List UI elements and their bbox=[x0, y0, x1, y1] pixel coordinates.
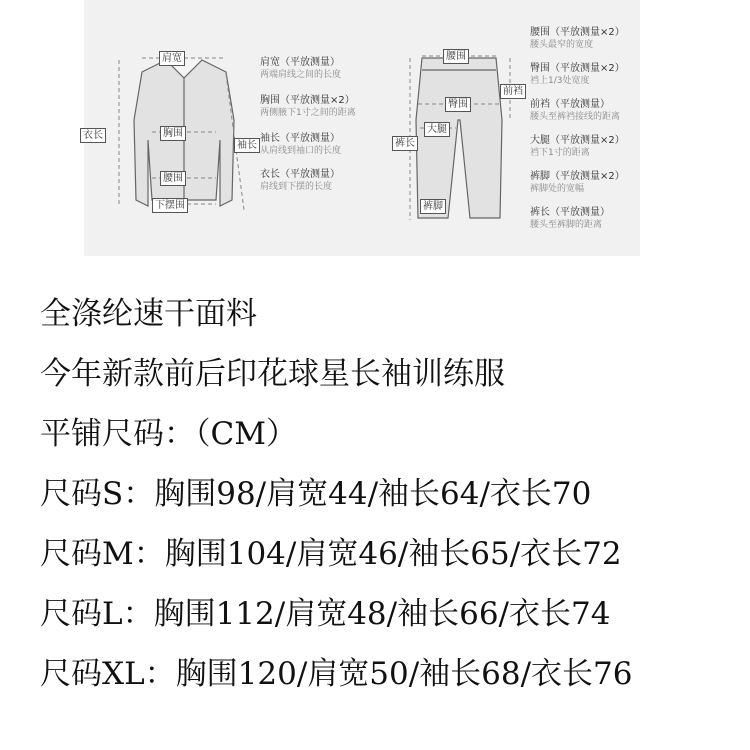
note-subtitle: 腰头至裤裆接线的距离 bbox=[530, 112, 621, 122]
shoulder-width-tag: 肩宽 bbox=[159, 51, 185, 66]
size-l-line: 尺码L：胸围112/肩宽48/袖长66/衣长74 bbox=[40, 596, 611, 632]
pants-length-tag: 裤长 bbox=[392, 136, 418, 151]
note-subtitle: 裆上1/3处宽度 bbox=[530, 76, 590, 86]
pants-front-rise-tag: 前裆 bbox=[500, 84, 526, 99]
size-xl-line: 尺码XL：胸围120/肩宽50/袖长68/衣长76 bbox=[40, 656, 633, 692]
pants-leg-opening-tag: 裤脚 bbox=[420, 199, 446, 214]
note-title: 大腿（平放测量×2） bbox=[530, 135, 625, 146]
fabric-line: 全涤纶速干面料 bbox=[40, 296, 257, 332]
note-subtitle: 从肩线到袖口的长度 bbox=[260, 146, 342, 156]
shirt-note-length bbox=[260, 168, 340, 194]
shirt-note-shoulder bbox=[260, 56, 341, 82]
pants-outline bbox=[416, 58, 502, 218]
note-subtitle: 腰头至裤脚的距离 bbox=[530, 220, 603, 230]
product-title-line: 今年新款前后印花球星长袖训练服 bbox=[40, 356, 505, 392]
body-length-tag: 衣长 bbox=[80, 128, 106, 143]
note-subtitle: 裤脚处的宽幅 bbox=[530, 184, 585, 194]
chest-tag: 胸围 bbox=[160, 126, 186, 141]
waist-tag: 腰围 bbox=[160, 171, 186, 186]
pants-note-waist bbox=[530, 26, 625, 52]
size-m-line: 尺码M：胸围104/肩宽46/袖长65/衣长72 bbox=[40, 536, 622, 572]
sleeve-length-tag: 袖长 bbox=[234, 138, 260, 153]
note-title: 腰围（平放测量×2） bbox=[530, 27, 625, 38]
pants-note-length bbox=[530, 206, 610, 232]
shirt-note-chest bbox=[260, 94, 356, 120]
note-subtitle: 腰头最窄的宽度 bbox=[530, 40, 594, 50]
note-title: 肩宽（平放测量） bbox=[260, 57, 340, 68]
note-title: 衣长（平放测量） bbox=[260, 169, 340, 180]
pants-waist-tag: 腰围 bbox=[443, 49, 469, 64]
size-chart-diagram bbox=[84, 0, 640, 256]
note-subtitle: 两侧腋下1寸之间的距离 bbox=[260, 108, 356, 118]
pants-note-leg-opening bbox=[530, 170, 625, 196]
shirt-note-sleeve bbox=[260, 132, 341, 158]
note-subtitle: 两端肩线之间的长度 bbox=[260, 70, 342, 80]
hem-tag: 下摆围 bbox=[152, 198, 188, 213]
note-title: 臀围（平放测量×2） bbox=[530, 63, 625, 74]
pants-hip-tag: 臀围 bbox=[445, 97, 471, 112]
pants-note-thigh bbox=[530, 134, 625, 160]
pants-note-hip bbox=[530, 62, 625, 88]
note-title: 前裆（平放测量） bbox=[530, 99, 610, 110]
note-title: 胸围（平放测量×2） bbox=[260, 95, 355, 106]
pants-note-front-rise bbox=[530, 98, 620, 124]
note-subtitle: 肩线到下摆的长度 bbox=[260, 182, 333, 192]
note-title: 袖长（平放测量） bbox=[260, 133, 340, 144]
note-title: 裤脚（平放测量×2） bbox=[530, 171, 625, 182]
note-title: 裤长（平放测量） bbox=[530, 207, 610, 218]
pants-thigh-tag: 大腿 bbox=[424, 122, 450, 137]
size-s-line: 尺码S：胸围98/肩宽44/袖长64/衣长70 bbox=[40, 476, 592, 512]
size-unit-line: 平铺尺码：（CM） bbox=[40, 416, 297, 452]
note-subtitle: 裆下1寸的距离 bbox=[530, 148, 590, 158]
product-description bbox=[40, 284, 633, 704]
